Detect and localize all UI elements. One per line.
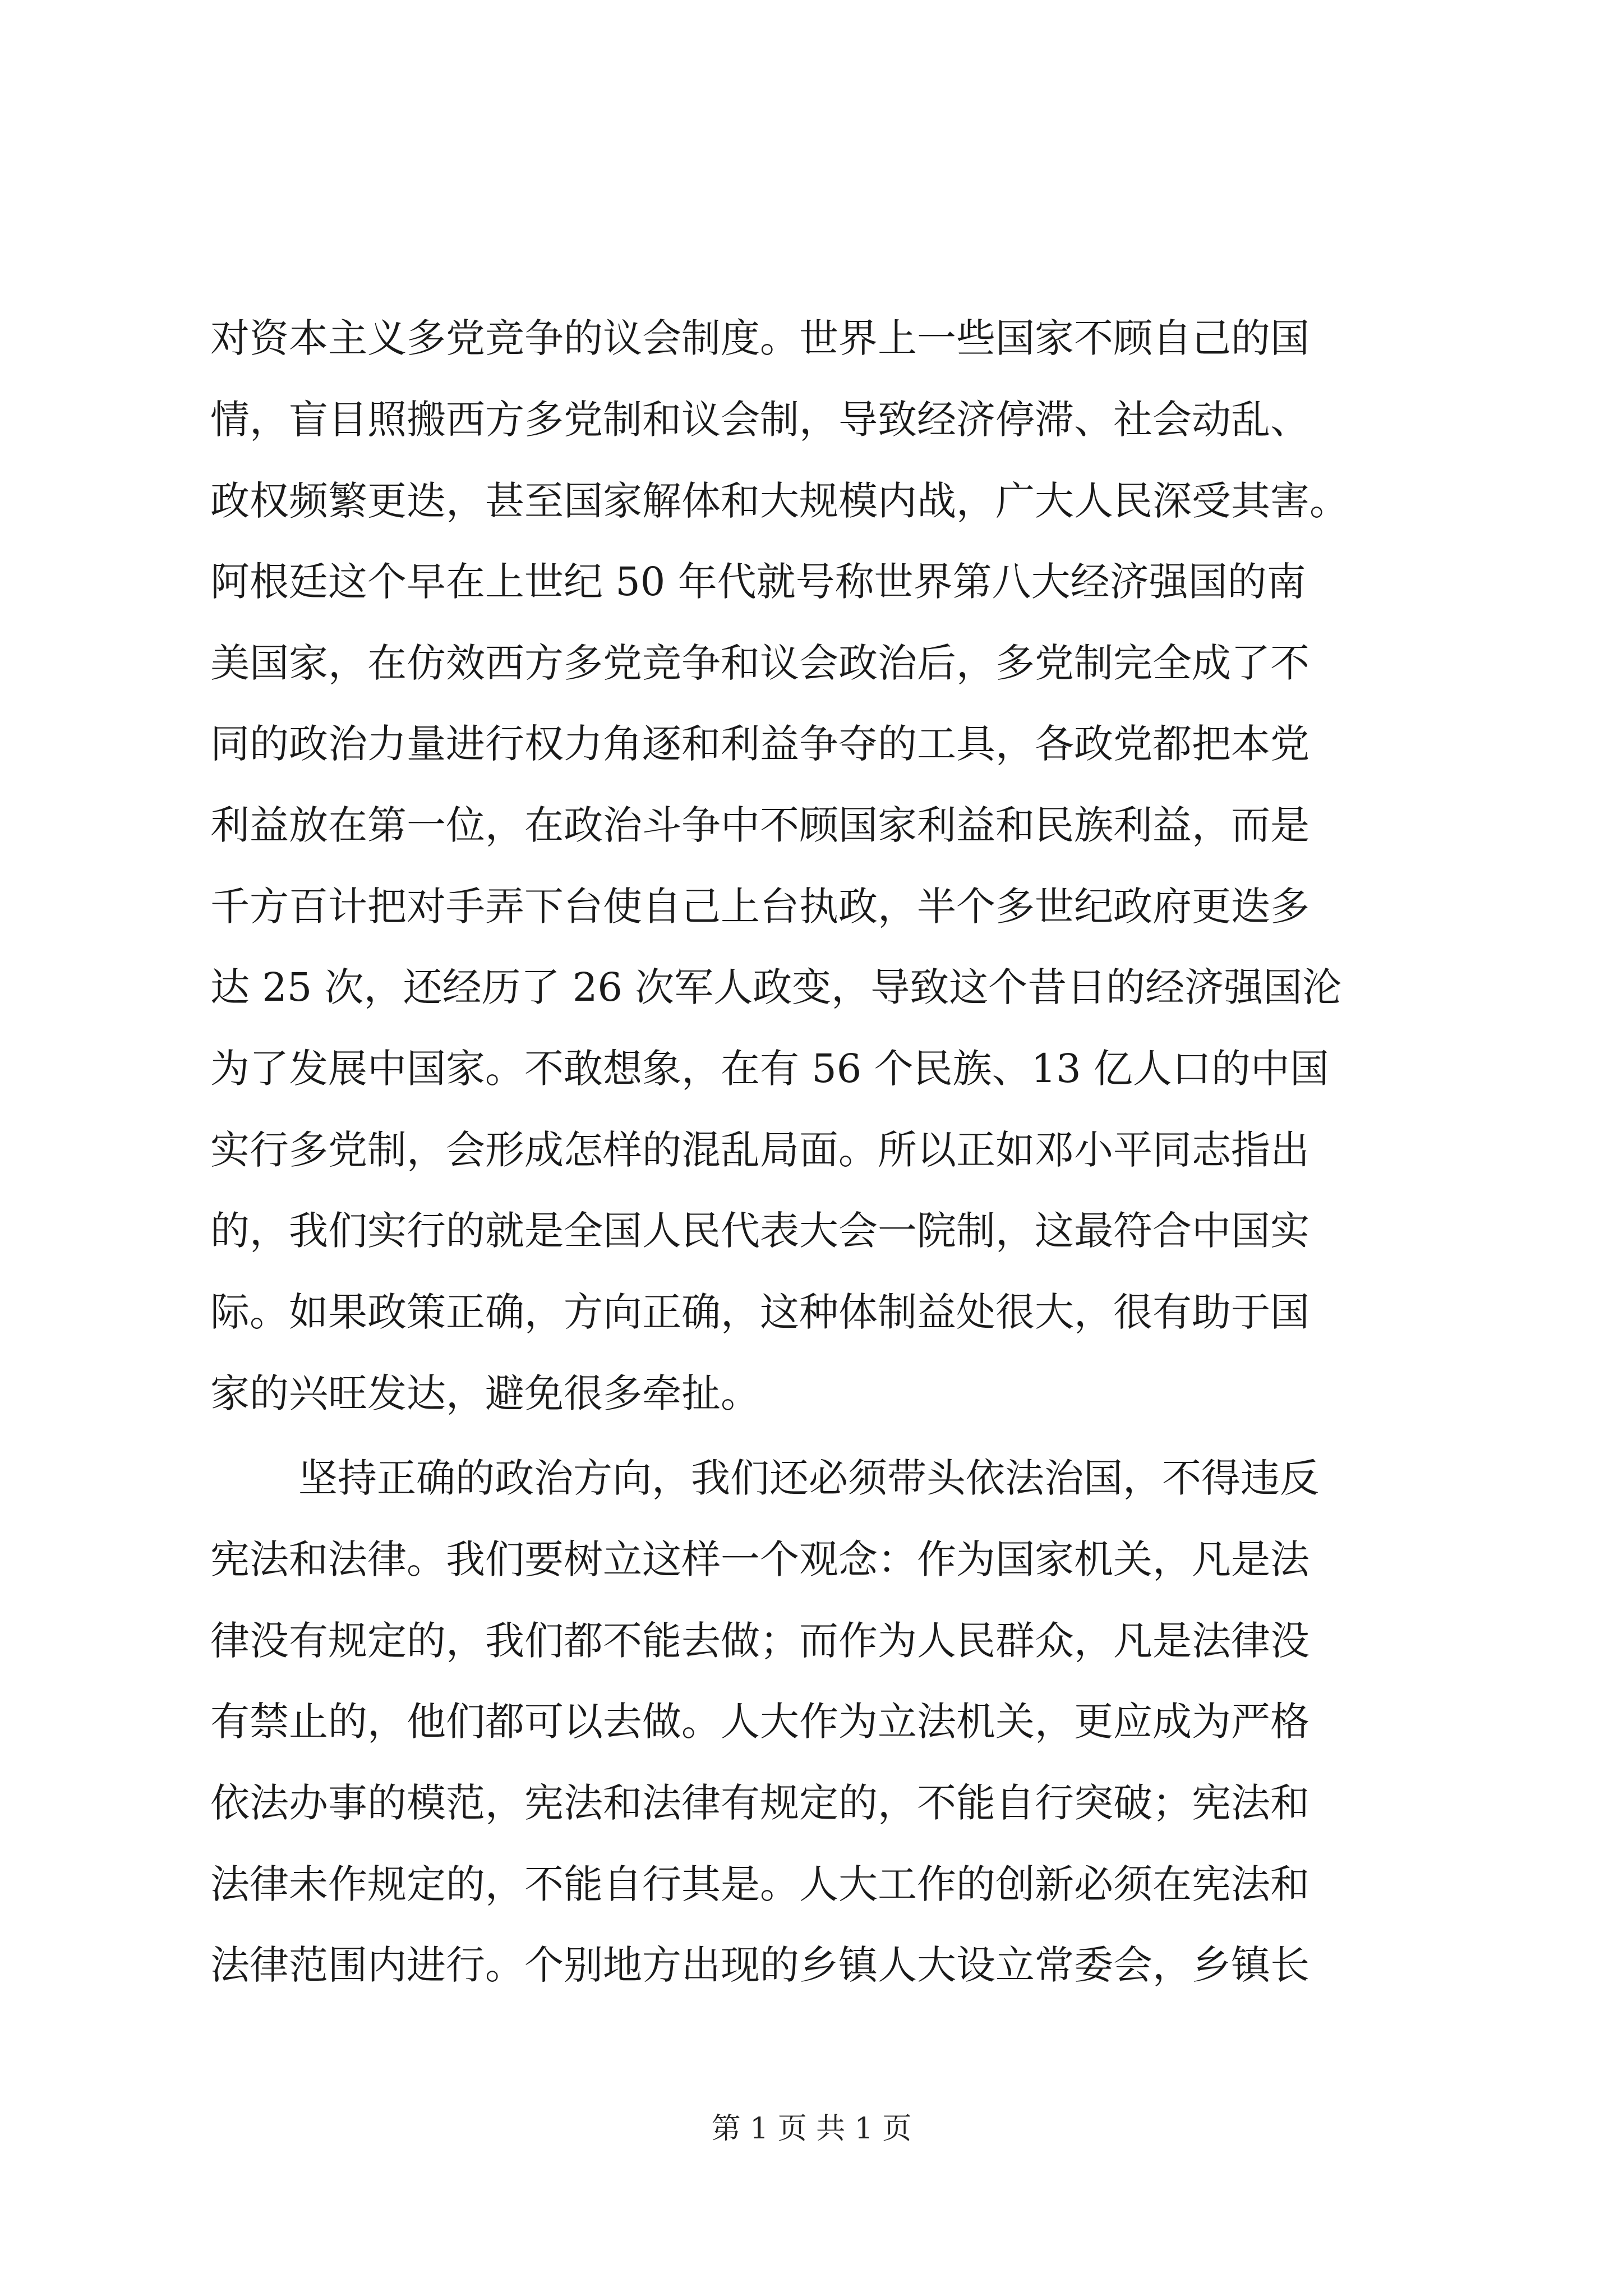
- body-text-line: 法律未作规定的，不能自行其是。人大工作的创新必须在宪法和: [210, 1861, 1310, 1907]
- body-text-line: 际。如果政策正确，方向正确，这种体制益处很大，很有助于国: [210, 1289, 1310, 1335]
- page-number-footer: 第 1 页 共 1 页: [711, 2112, 912, 2146]
- body-text-line: 利益放在第一位，在政治斗争中不顾国家利益和民族利益，而是: [210, 802, 1310, 848]
- body-text-line: 千方百计把对手弄下台使自己上台执政，半个多世纪政府更迭多: [210, 884, 1310, 930]
- body-text-line: 对资本主义多党竞争的议会制度。世界上一些国家不顾自己的国: [210, 315, 1310, 361]
- body-text-line: 律没有规定的，我们都不能去做；而作为人民群众，凡是法律没: [210, 1618, 1310, 1664]
- body-text-line: 同的政治力量进行权力角逐和利益争夺的工具，各政党都把本党: [210, 721, 1310, 767]
- paragraph-first-line: 坚持正确的政治方向，我们还必须带头依法治国，不得违反: [298, 1455, 1319, 1501]
- body-text-line: 宪法和法律。我们要树立这样一个观念：作为国家机关，凡是法: [210, 1536, 1310, 1582]
- body-text-line: 政权频繁更迭，甚至国家解体和大规模内战，广大人民深受其害。: [210, 478, 1349, 524]
- body-text-line: 家的兴旺发达，避免很多牵扯。: [210, 1370, 760, 1416]
- body-text-line: 情，盲目照搬西方多党制和议会制，导致经济停滞、社会动乱、: [210, 397, 1310, 443]
- body-text-line: 美国家，在仿效西方多党竞争和议会政治后，多党制完全成了不: [210, 640, 1310, 686]
- body-text-line: 阿根廷这个早在上世纪 50 年代就号称世界第八大经济强国的南: [210, 559, 1306, 605]
- body-text-line: 达 25 次，还经历了 26 次军人政变，导致这个昔日的经济强国沦: [210, 964, 1342, 1010]
- body-text-line: 实行多党制，会形成怎样的混乱局面。所以正如邓小平同志指出: [210, 1127, 1310, 1173]
- body-text-line: 为了发展中国家。不敢想象，在有 56 个民族、13 亿人口的中国: [210, 1046, 1329, 1092]
- body-text-line: 的，我们实行的就是全国人民代表大会一院制，这最符合中国实: [210, 1208, 1310, 1254]
- body-text-line: 法律范围内进行。个别地方出现的乡镇人大设立常委会，乡镇长: [210, 1942, 1310, 1988]
- body-text-line: 有禁止的，他们都可以去做。人大作为立法机关，更应成为严格: [210, 1699, 1310, 1745]
- body-text-line: 依法办事的模范，宪法和法律有规定的，不能自行突破；宪法和: [210, 1780, 1310, 1826]
